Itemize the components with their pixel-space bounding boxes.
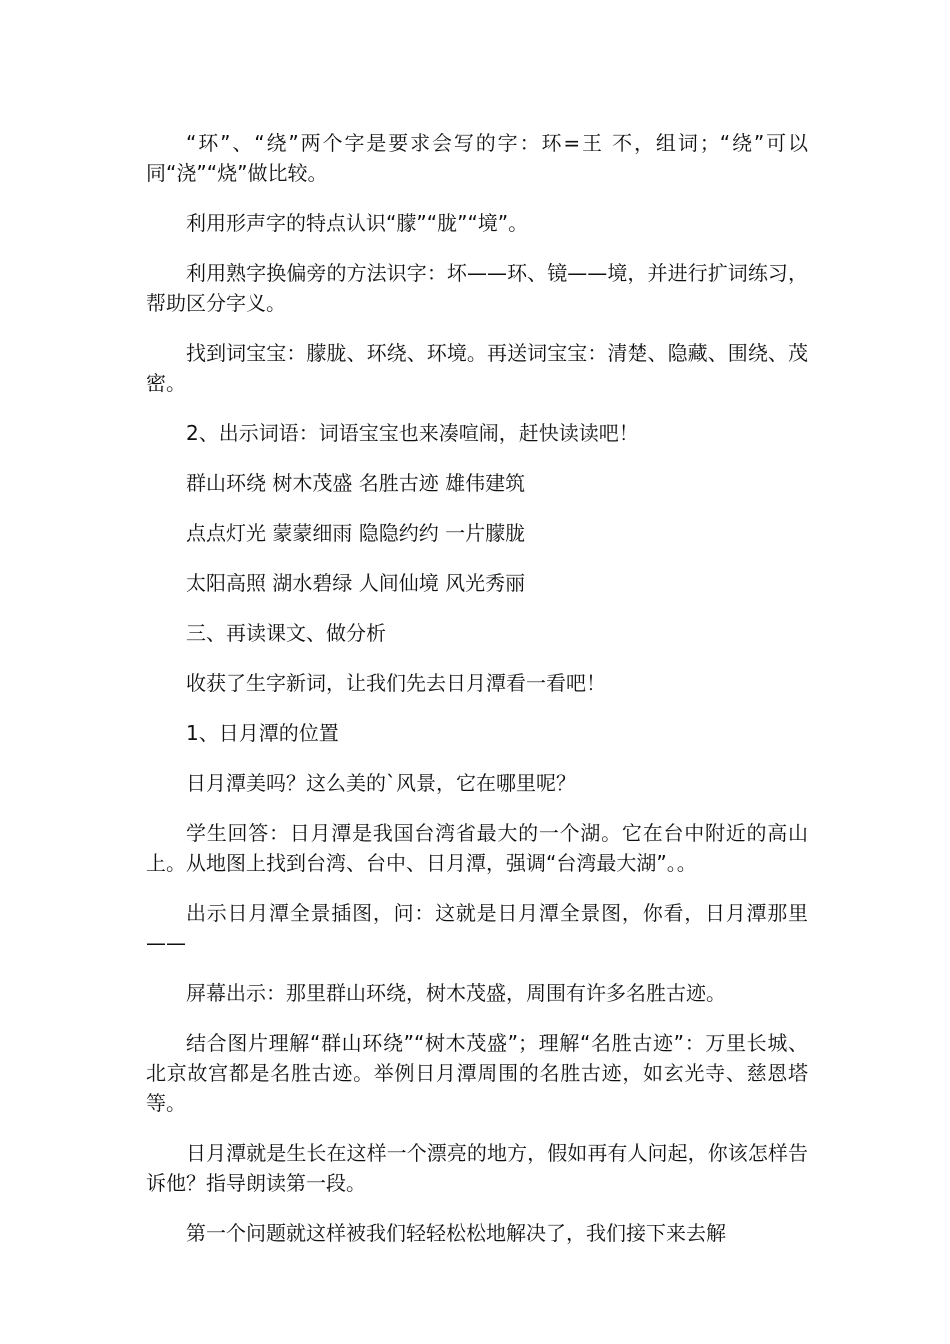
subheading: 1、日月潭的位置 — [186, 721, 339, 745]
document-body — [146, 128, 808, 1268]
paragraph-17: 日月潭就是生长在这样一个漂亮的地方，假如再有人问起，你该怎样告诉他？指导朗读第一段。 — [146, 1141, 808, 1195]
paragraph-1: “环”、“绕”两个字是要求会写的字：环=王 不，组词；“绕”可以同“浇”“烧”做比较。 — [146, 131, 808, 185]
paragraph-6: 群山环绕 树木茂盛 名胜古迹 雄伟建筑 — [186, 471, 526, 495]
paragraph-12: 日月潭美吗？这么美的`风景，它在哪里呢？ — [186, 771, 576, 795]
paragraph-16: 结合图片理解“群山环绕”“树木茂盛”；理解“名胜古迹”：万里长城、北京故宫都是名胜古迹。举例日月潭周围的名胜古迹，如玄光寺、慈恩塔等。 — [146, 1031, 808, 1115]
paragraph-14: 出示日月潭全景插图，问：这就是日月潭全景图，你看，日月潭那里—— — [146, 901, 808, 955]
paragraph-18: 第一个问题就这样被我们轻轻松松地解决了，我们接下来去解 — [186, 1221, 726, 1245]
paragraph-10: 收获了生字新词，让我们先去日月潭看一看吧！ — [186, 671, 606, 695]
paragraph-15: 屏幕出示：那里群山环绕，树木茂盛，周围有许多名胜古迹。 — [186, 981, 726, 1005]
paragraph-3: 利用熟字换偏旁的方法识字：坏——环、镜——境，并进行扩词练习，帮助区分字义。 — [146, 261, 808, 315]
paragraph-13: 学生回答：日月潭是我国台湾省最大的一个湖。它在台中附近的高山上。从地图上找到台湾、台中、日月潭，强调“台湾最大湖”。。 — [146, 821, 808, 875]
paragraph-4: 找到词宝宝：朦胧、环绕、环境。再送词宝宝：清楚、隐藏、围绕、茂密。 — [146, 341, 808, 395]
section-heading: 三、再读课文、做分析 — [186, 621, 386, 645]
paragraph-8: 太阳高照 湖水碧绿 人间仙境 风光秀丽 — [186, 571, 526, 595]
paragraph-2: 利用形声字的特点认识“朦”“胧”“境”。 — [186, 211, 529, 235]
paragraph-5: 2、出示词语：词语宝宝也来凑喧闹，赶快读读吧！ — [186, 421, 639, 445]
paragraph-7: 点点灯光 蒙蒙细雨 隐隐约约 一片朦胧 — [186, 521, 526, 545]
